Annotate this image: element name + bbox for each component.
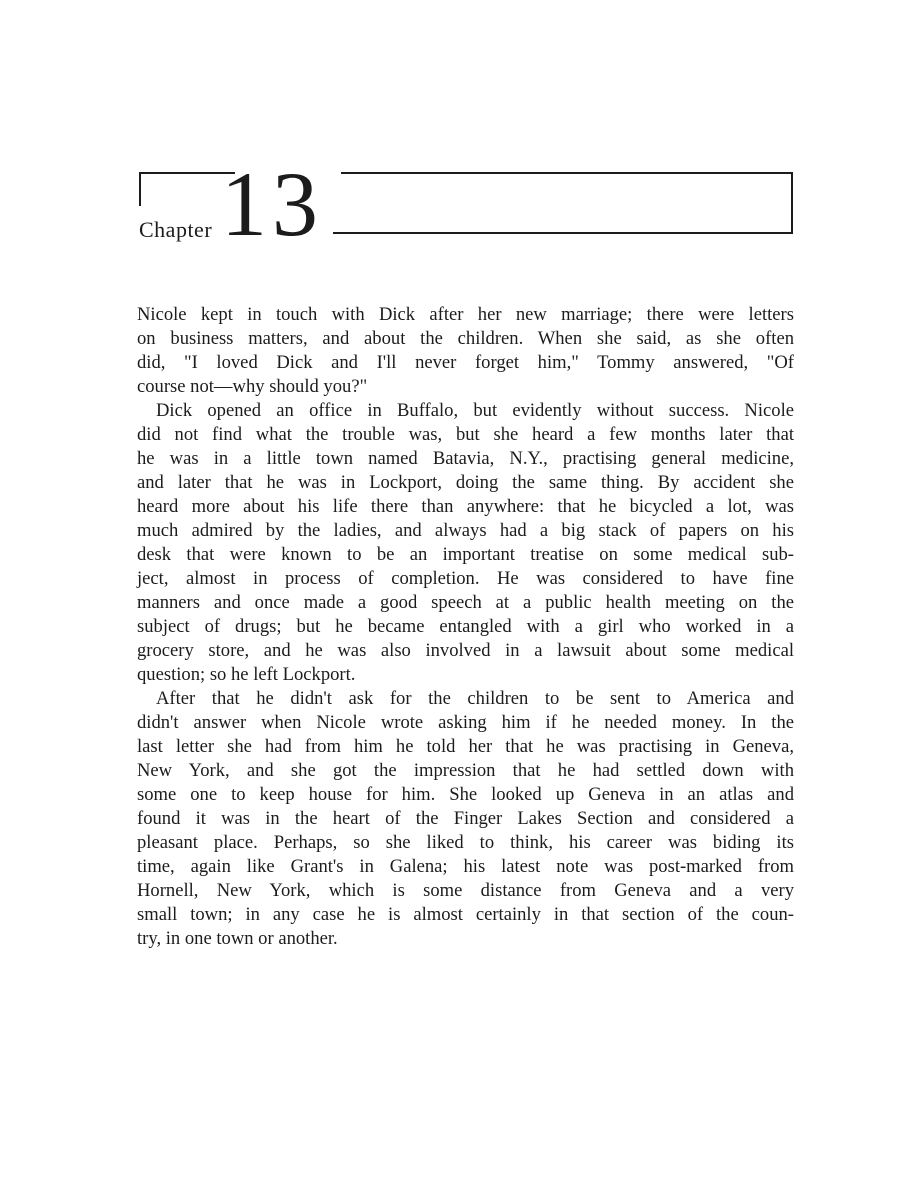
text-line: small town; in any case he is almost certainly in that section of the coun- [137,904,794,925]
chapter-number: 13 [221,153,323,255]
text-line: pleasant place. Perhaps, so she liked to think, his career was biding its [137,832,794,853]
text-line: Dick opened an office in Buffalo, but evidently without success. Nicole [156,400,794,421]
text-line: some one to keep house for him. She looked up Geneva in an atlas and [137,784,794,805]
text-line: heard more about his life there than anywhere: that he bicycled a lot, was [137,496,794,517]
text-line: Hornell, New York, which is some distance from Geneva and a very [137,880,794,901]
text-line: grocery store, and he was also involved in a lawsuit about some medical [137,640,794,661]
text-line: desk that were known to be an important treatise on some medical sub- [137,544,794,565]
text-line: After that he didn't ask for the children to be sent to America and [156,688,794,709]
text-line: did, "I loved Dick and I'll never forget him," Tommy answered, "Of [137,352,794,373]
paragraph [137,399,794,687]
paragraph [137,687,794,951]
header-rule-right [791,172,793,234]
text-line: ject, almost in process of completion. He was considered to have fine [137,568,794,589]
text-line: time, again like Grant's in Galena; his latest note was post-marked from [137,856,794,877]
text-line: much admired by the ladies, and always had a big stack of papers on his [137,520,794,541]
text-line: Nicole kept in touch with Dick after her new marriage; there were letters [137,304,794,325]
header-rule-top-right [341,172,793,174]
text-line: and later that he was in Lockport, doing the same thing. By accident she [137,472,794,493]
chapter-header [0,0,900,270]
text-line: subject of drugs; but he became entangled with a girl who worked in a [137,616,794,637]
text-line: manners and once made a good speech at a public health meeting on the [137,592,794,613]
text-line: found it was in the heart of the Finger Lakes Section and considered a [137,808,794,829]
paragraph [137,303,794,399]
text-line: on business matters, and about the children. When she said, as she often [137,328,794,349]
chapter-label: Chapter [139,217,213,242]
header-rule-bottom [333,232,793,234]
text-line: he was in a little town named Batavia, N.Y., practising general medicine, [137,448,794,469]
text-line: question; so he left Lockport. [137,664,356,685]
text-line: didn't answer when Nicole wrote asking him if he needed money. In the [137,712,794,733]
text-line: last letter she had from him he told her that he was practising in Geneva, [137,736,794,757]
text-line: try, in one town or another. [137,928,338,949]
text-line: New York, and she got the impression that he had settled down with [137,760,794,781]
text-line: did not find what the trouble was, but she heard a few months later that [137,424,794,445]
body-text [137,303,794,951]
text-line: course not—why should you?" [137,376,368,397]
header-rule-left-stub [139,172,141,206]
